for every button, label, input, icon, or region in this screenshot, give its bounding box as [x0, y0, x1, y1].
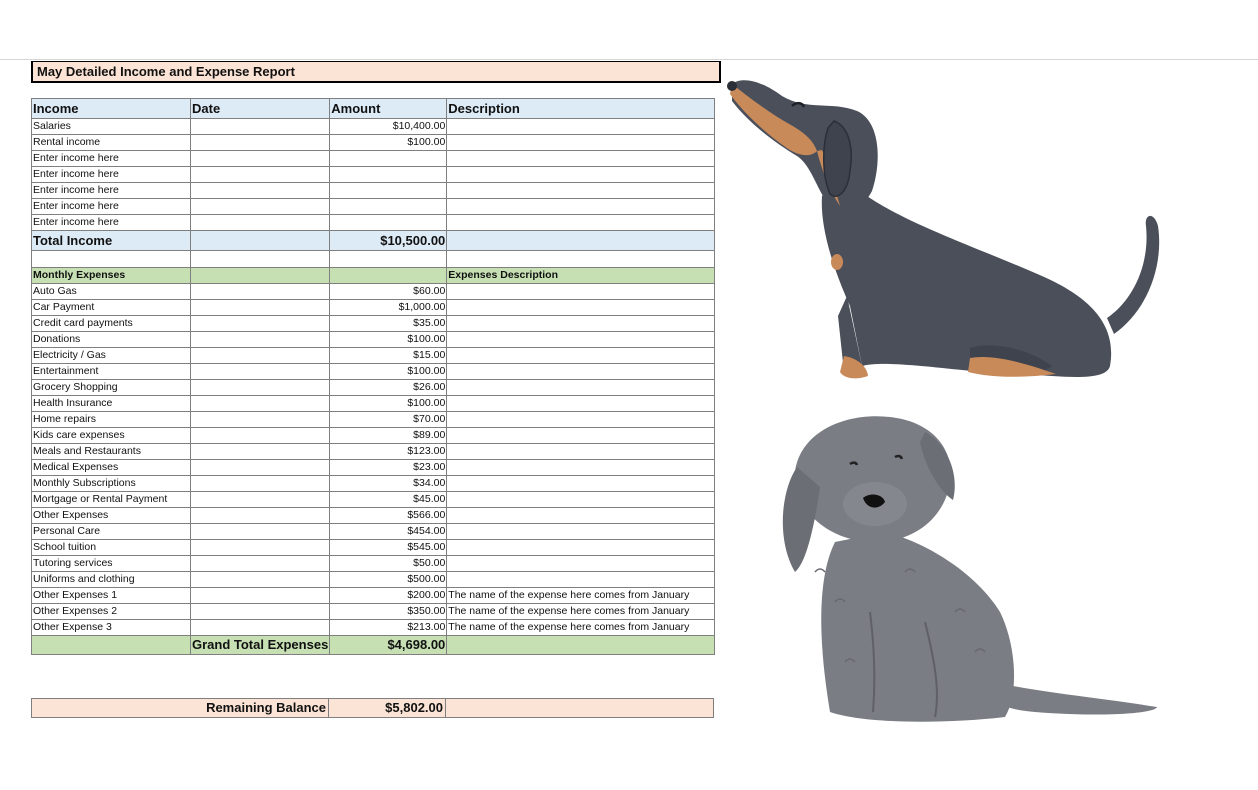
income-description-cell[interactable]	[447, 167, 715, 183]
expense-amount-cell[interactable]: $70.00	[330, 412, 447, 428]
expense-name-cell[interactable]: Car Payment	[32, 300, 191, 316]
income-description-cell[interactable]	[447, 135, 715, 151]
expense-date-cell[interactable]	[191, 332, 330, 348]
expense-amount-cell[interactable]: $35.00	[330, 316, 447, 332]
expense-description-cell[interactable]	[447, 284, 715, 300]
income-amount-cell[interactable]	[330, 199, 447, 215]
expense-date-cell[interactable]	[191, 396, 330, 412]
expense-amount-cell[interactable]: $50.00	[330, 556, 447, 572]
expense-date-cell[interactable]	[191, 348, 330, 364]
income-name-cell[interactable]: Enter income here	[32, 215, 191, 231]
grand-total-label[interactable]: Grand Total Expenses	[191, 636, 330, 655]
expense-amount-cell[interactable]: $60.00	[330, 284, 447, 300]
expense-name-cell[interactable]: Credit card payments	[32, 316, 191, 332]
expense-name-cell[interactable]: Tutoring services	[32, 556, 191, 572]
monthly-expenses-header[interactable]: Monthly Expenses	[32, 268, 191, 284]
expense-description-cell[interactable]	[447, 460, 715, 476]
expense-name-cell[interactable]: Other Expenses 2	[32, 604, 191, 620]
expense-date-cell[interactable]	[191, 620, 330, 636]
expense-description-cell[interactable]	[447, 380, 715, 396]
expense-row	[32, 300, 715, 316]
expense-date-cell[interactable]	[191, 380, 330, 396]
income-amount-cell[interactable]	[330, 215, 447, 231]
income-amount-cell[interactable]: $100.00	[330, 135, 447, 151]
expense-row	[32, 396, 715, 412]
grand-total-empty-cell[interactable]	[447, 636, 715, 655]
expense-row	[32, 444, 715, 460]
date-header-cell[interactable]: Date	[191, 99, 330, 119]
dachshund-icon	[727, 80, 1159, 378]
expense-name-cell[interactable]: Uniforms and clothing	[32, 572, 191, 588]
expense-amount-cell[interactable]: $1,000.00	[330, 300, 447, 316]
income-description-cell[interactable]	[447, 119, 715, 135]
expenses-header-row	[32, 268, 715, 284]
expense-row	[32, 508, 715, 524]
expense-name-cell[interactable]: Monthly Subscriptions	[32, 476, 191, 492]
expense-date-cell[interactable]	[191, 444, 330, 460]
income-date-cell[interactable]	[191, 199, 330, 215]
empty-cell[interactable]	[191, 251, 330, 268]
expense-amount-cell[interactable]: $566.00	[330, 508, 447, 524]
income-description-cell[interactable]	[447, 183, 715, 199]
income-name-cell[interactable]: Salaries	[32, 119, 191, 135]
expense-name-cell[interactable]: Electricity / Gas	[32, 348, 191, 364]
expense-description-cell[interactable]	[447, 492, 715, 508]
expense-row	[32, 604, 715, 620]
grand-total-amount[interactable]: $4,698.00	[330, 636, 447, 655]
expense-amount-cell[interactable]: $34.00	[330, 476, 447, 492]
expense-name-cell[interactable]: Kids care expenses	[32, 428, 191, 444]
expense-name-cell[interactable]: School tuition	[32, 540, 191, 556]
empty-cell[interactable]	[447, 251, 715, 268]
expense-amount-cell[interactable]: $45.00	[330, 492, 447, 508]
expenses-description-header[interactable]: Expenses Description	[447, 268, 715, 284]
income-date-cell[interactable]	[191, 119, 330, 135]
expense-amount-cell[interactable]: $23.00	[330, 460, 447, 476]
expense-row	[32, 332, 715, 348]
expense-date-cell[interactable]	[191, 460, 330, 476]
expense-name-cell[interactable]: Home repairs	[32, 412, 191, 428]
expense-amount-cell[interactable]: $15.00	[330, 348, 447, 364]
expenses-header-empty-cell[interactable]	[191, 268, 330, 284]
expense-description-cell[interactable]	[447, 364, 715, 380]
expense-description-cell[interactable]	[447, 444, 715, 460]
expense-description-cell[interactable]	[447, 556, 715, 572]
expense-row	[32, 316, 715, 332]
expense-description-cell[interactable]: The name of the expense here comes from January	[447, 588, 715, 604]
expense-row	[32, 492, 715, 508]
expense-date-cell[interactable]	[191, 284, 330, 300]
income-amount-cell[interactable]	[330, 151, 447, 167]
income-description-cell[interactable]	[447, 151, 715, 167]
income-name-cell[interactable]: Enter income here	[32, 183, 191, 199]
expense-name-cell[interactable]: Health Insurance	[32, 396, 191, 412]
income-row	[32, 167, 715, 183]
income-date-cell[interactable]	[191, 183, 330, 199]
expense-name-cell[interactable]: Medical Expenses	[32, 460, 191, 476]
total-income-label[interactable]: Total Income	[32, 231, 191, 251]
expense-row	[32, 556, 715, 572]
expense-description-cell[interactable]	[447, 572, 715, 588]
expense-name-cell[interactable]: Other Expense 3	[32, 620, 191, 636]
grand-total-row	[32, 636, 715, 655]
income-date-cell[interactable]	[191, 215, 330, 231]
expense-date-cell[interactable]	[191, 492, 330, 508]
sheet-top-border	[0, 59, 1258, 60]
expense-name-cell[interactable]: Mortgage or Rental Payment	[32, 492, 191, 508]
expense-description-cell[interactable]: The name of the expense here comes from January	[447, 604, 715, 620]
expense-row	[32, 348, 715, 364]
expense-name-cell[interactable]: Grocery Shopping	[32, 380, 191, 396]
expense-description-cell[interactable]	[447, 316, 715, 332]
income-amount-cell[interactable]	[330, 183, 447, 199]
expense-date-cell[interactable]	[191, 524, 330, 540]
expense-date-cell[interactable]	[191, 540, 330, 556]
income-row	[32, 151, 715, 167]
expense-description-cell[interactable]	[447, 476, 715, 492]
expense-date-cell[interactable]	[191, 428, 330, 444]
expense-amount-cell[interactable]: $545.00	[330, 540, 447, 556]
expense-description-cell[interactable]	[447, 396, 715, 412]
income-row	[32, 199, 715, 215]
expense-date-cell[interactable]	[191, 476, 330, 492]
expense-row	[32, 588, 715, 604]
expense-row	[32, 540, 715, 556]
expense-date-cell[interactable]	[191, 300, 330, 316]
expense-date-cell[interactable]	[191, 572, 330, 588]
income-row	[32, 183, 715, 199]
total-income-row	[32, 231, 715, 251]
expense-amount-cell[interactable]: $100.00	[330, 364, 447, 380]
grand-total-empty-cell[interactable]	[32, 636, 191, 655]
total-income-amount[interactable]: $10,500.00	[330, 231, 447, 251]
expenses-header-empty-cell[interactable]	[330, 268, 447, 284]
expense-name-cell[interactable]: Donations	[32, 332, 191, 348]
blank-row	[32, 251, 715, 268]
income-date-cell[interactable]	[191, 135, 330, 151]
expense-row	[32, 284, 715, 300]
income-row	[32, 135, 715, 151]
remaining-balance-amount[interactable]: $5,802.00	[329, 699, 446, 718]
expense-name-cell[interactable]: Other Expenses	[32, 508, 191, 524]
remaining-balance-label[interactable]: Remaining Balance	[32, 699, 329, 718]
expense-row	[32, 364, 715, 380]
balance-table	[31, 698, 714, 718]
expense-amount-cell[interactable]: $26.00	[330, 380, 447, 396]
expense-date-cell[interactable]	[191, 364, 330, 380]
expense-row	[32, 380, 715, 396]
income-amount-cell[interactable]	[330, 167, 447, 183]
income-row	[32, 215, 715, 231]
report-title[interactable]: May Detailed Income and Expense Report	[31, 61, 721, 83]
expense-row	[32, 524, 715, 540]
income-row	[32, 119, 715, 135]
expense-description-cell[interactable]	[447, 428, 715, 444]
expense-description-cell[interactable]	[447, 332, 715, 348]
expense-name-cell[interactable]: Entertainment	[32, 364, 191, 380]
expense-date-cell[interactable]	[191, 556, 330, 572]
expense-row	[32, 572, 715, 588]
expense-description-cell[interactable]	[447, 540, 715, 556]
expense-description-cell[interactable]	[447, 508, 715, 524]
expense-name-cell[interactable]: Auto Gas	[32, 284, 191, 300]
income-name-cell[interactable]: Enter income here	[32, 151, 191, 167]
expense-amount-cell[interactable]: $213.00	[330, 620, 447, 636]
report-table	[31, 98, 715, 655]
expense-amount-cell[interactable]: $454.00	[330, 524, 447, 540]
income-header-cell[interactable]: Income	[32, 99, 191, 119]
empty-cell[interactable]	[330, 251, 447, 268]
empty-cell[interactable]	[32, 251, 191, 268]
income-amount-cell[interactable]: $10,400.00	[330, 119, 447, 135]
expense-row	[32, 412, 715, 428]
income-description-cell[interactable]	[447, 215, 715, 231]
dachshund-illustration	[722, 66, 1168, 386]
expense-amount-cell[interactable]: $100.00	[330, 332, 447, 348]
amount-header-cell[interactable]: Amount	[330, 99, 447, 119]
expense-name-cell[interactable]: Meals and Restaurants	[32, 444, 191, 460]
expense-date-cell[interactable]	[191, 412, 330, 428]
remaining-balance-empty-cell[interactable]	[446, 699, 714, 718]
expense-row	[32, 460, 715, 476]
expense-date-cell[interactable]	[191, 604, 330, 620]
expense-amount-cell[interactable]: $123.00	[330, 444, 447, 460]
description-header-cell[interactable]: Description	[447, 99, 715, 119]
income-name-cell[interactable]: Enter income here	[32, 167, 191, 183]
expense-description-cell[interactable]: The name of the expense here comes from January	[447, 620, 715, 636]
expense-amount-cell[interactable]: $200.00	[330, 588, 447, 604]
expense-date-cell[interactable]	[191, 316, 330, 332]
income-date-cell[interactable]	[191, 151, 330, 167]
expense-date-cell[interactable]	[191, 508, 330, 524]
income-description-cell[interactable]	[447, 199, 715, 215]
expense-row	[32, 620, 715, 636]
expense-amount-cell[interactable]: $89.00	[330, 428, 447, 444]
expense-row	[32, 476, 715, 492]
total-income-empty-cell[interactable]	[447, 231, 715, 251]
expense-date-cell[interactable]	[191, 588, 330, 604]
expense-amount-cell[interactable]: $350.00	[330, 604, 447, 620]
expense-name-cell[interactable]: Other Expenses 1	[32, 588, 191, 604]
expense-amount-cell[interactable]: $100.00	[330, 396, 447, 412]
income-name-cell[interactable]: Enter income here	[32, 199, 191, 215]
income-name-cell[interactable]: Rental income	[32, 135, 191, 151]
expense-name-cell[interactable]: Personal Care	[32, 524, 191, 540]
remaining-balance-row	[32, 699, 714, 718]
expense-description-cell[interactable]	[447, 412, 715, 428]
expense-description-cell[interactable]	[447, 300, 715, 316]
expense-description-cell[interactable]	[447, 524, 715, 540]
expense-description-cell[interactable]	[447, 348, 715, 364]
income-header-row	[32, 99, 715, 119]
expense-row	[32, 428, 715, 444]
income-date-cell[interactable]	[191, 167, 330, 183]
terrier-icon	[783, 416, 1157, 722]
expense-amount-cell[interactable]: $500.00	[330, 572, 447, 588]
shaggy-terrier-illustration	[775, 412, 1165, 728]
total-income-empty-cell[interactable]	[191, 231, 330, 251]
